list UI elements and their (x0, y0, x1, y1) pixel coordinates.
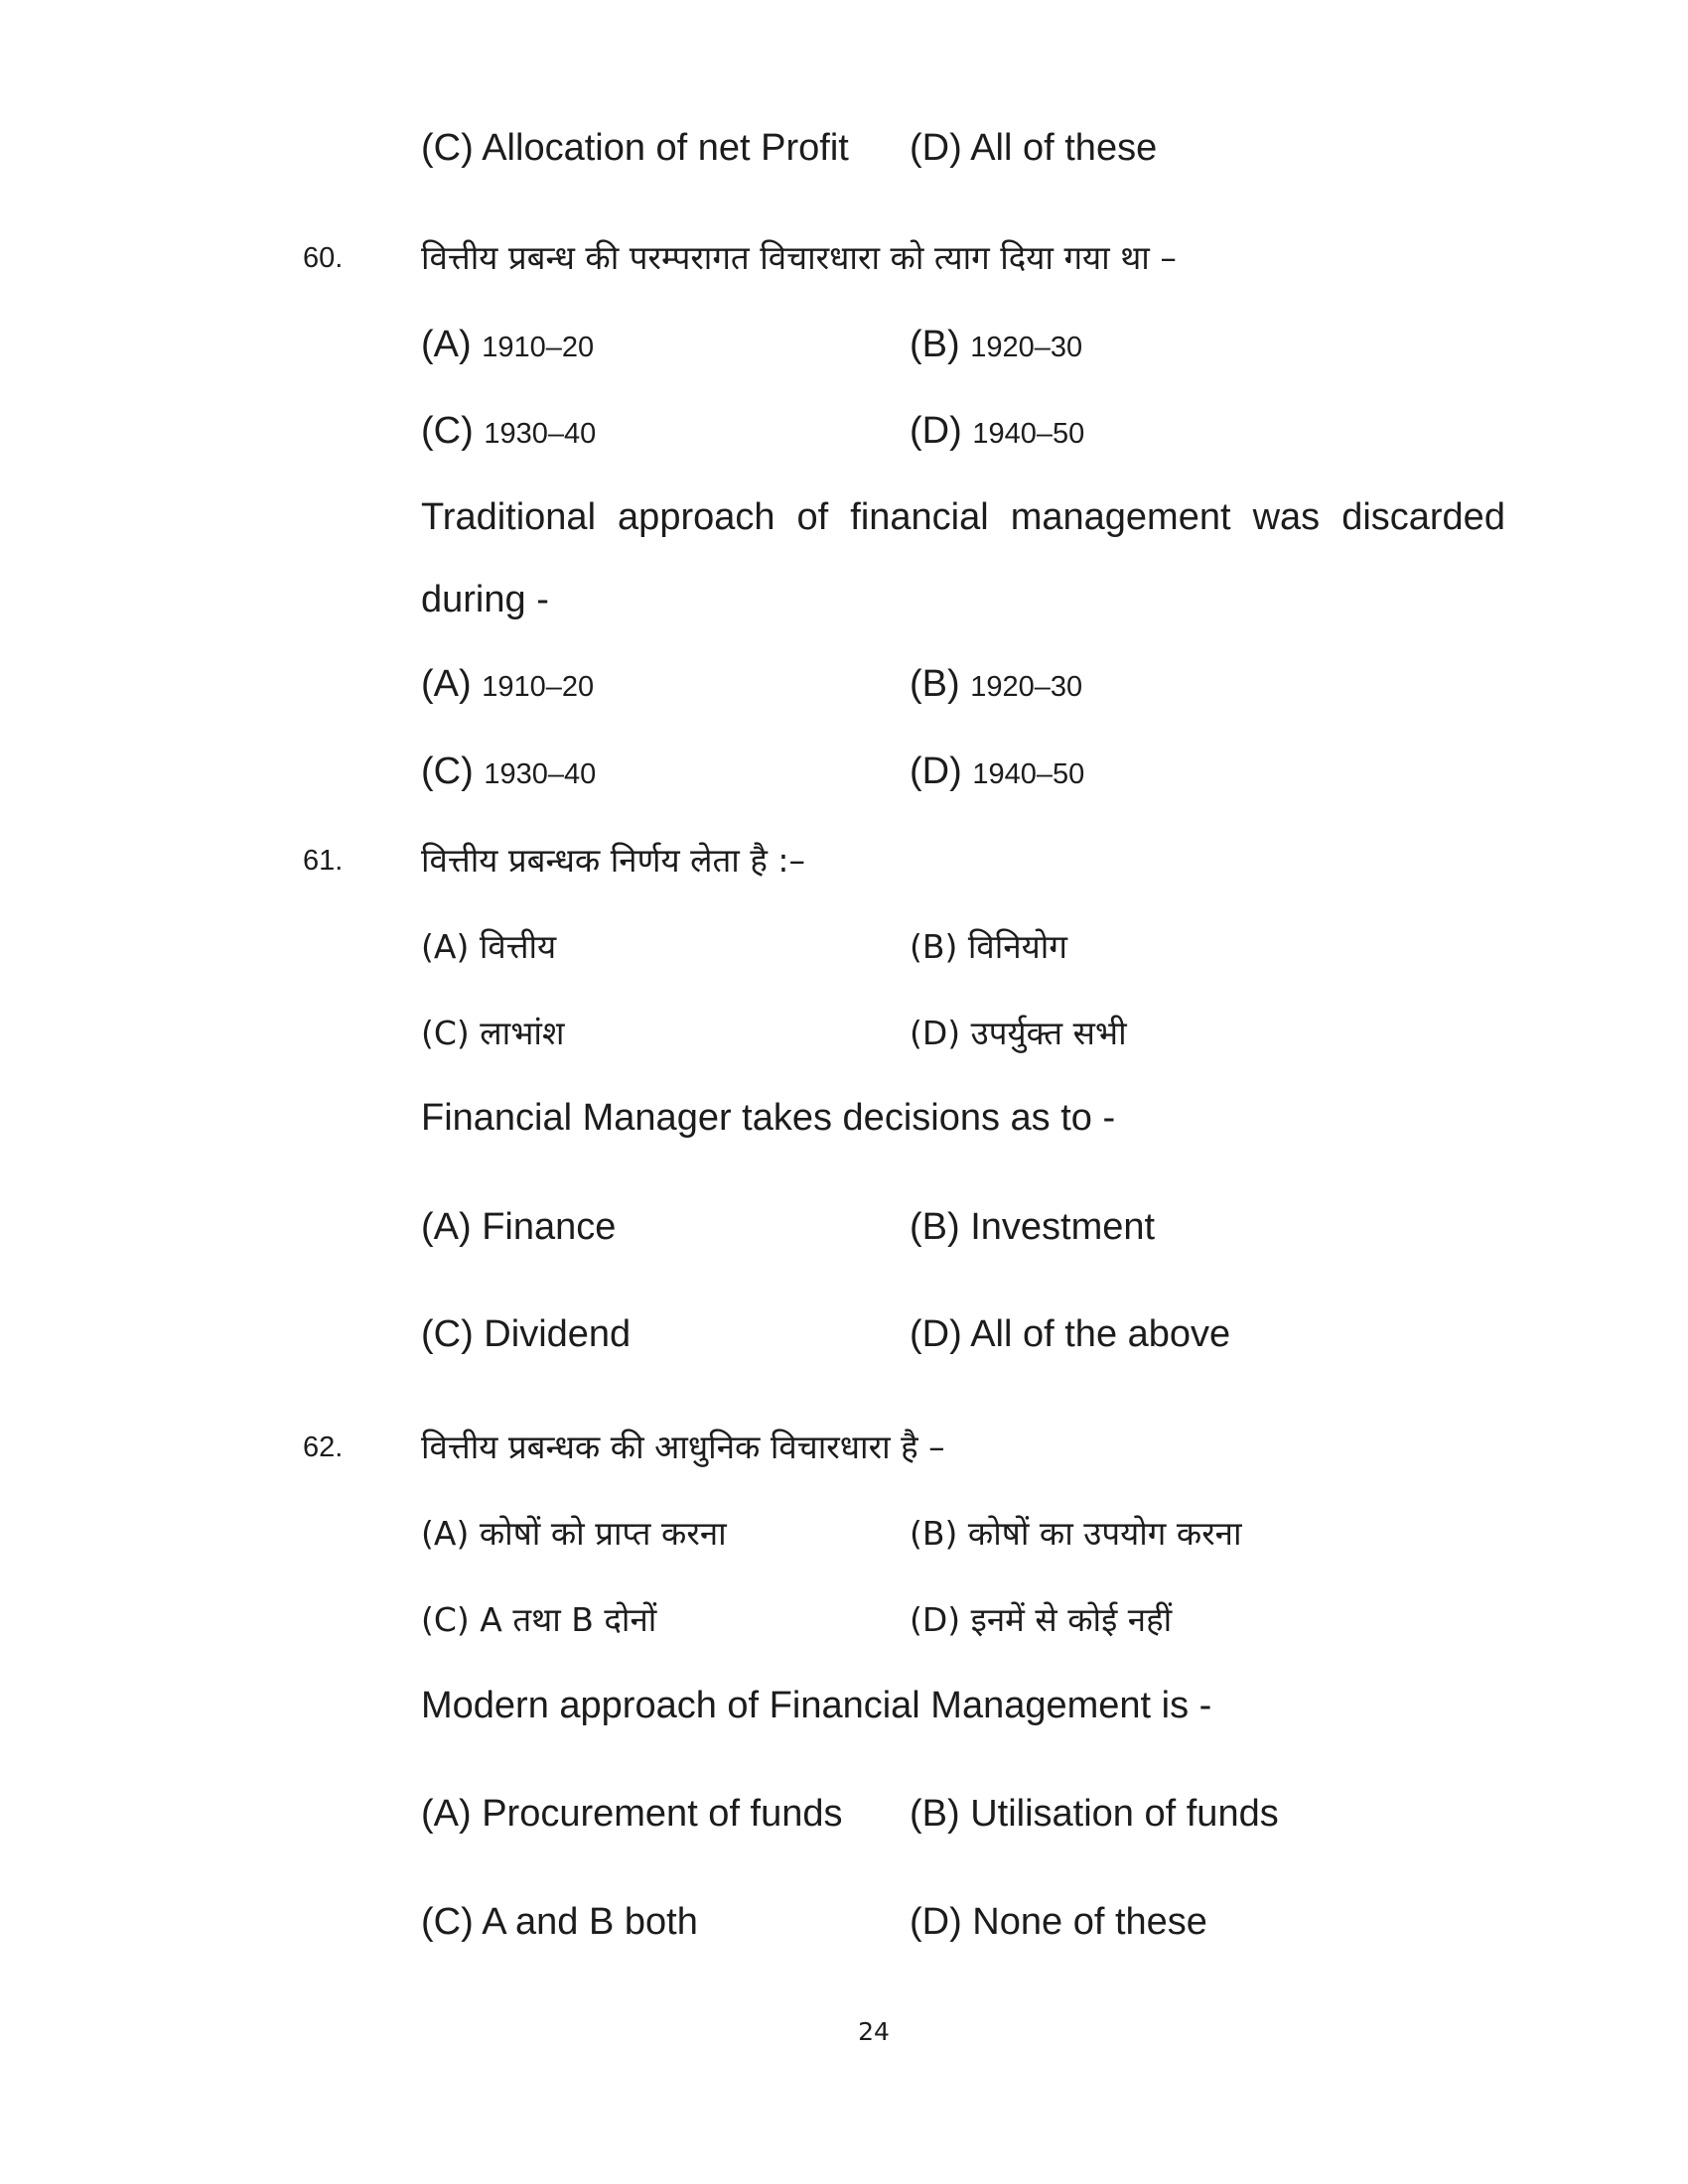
q60-english-option-d: (D) 1940–50 (910, 751, 1085, 792)
q62-hindi-option-b: (B) कोषों का उपयोग करना (910, 1514, 1242, 1553)
q61-number: 61. (303, 845, 344, 877)
q62-hindi-option-d: (D) इनमें से कोई नहीं (910, 1600, 1173, 1639)
q62-hindi-question: वित्तीय प्रबन्धक की आधुनिक विचारधारा है – (421, 1428, 945, 1466)
q61-english-option-d: (D) All of the above (910, 1313, 1231, 1355)
q60-english-option-c: (C) 1930–40 (421, 751, 597, 792)
q62-english-option-d: (D) None of these (910, 1901, 1207, 1943)
page-number: 24 (858, 2017, 890, 2046)
q60-english-question-cont: during - (421, 579, 549, 620)
q60-hindi-question: वित्तीय प्रबन्ध की परम्परागत विचारधारा को त्याग दिया गया था – (421, 238, 1177, 277)
q61-hindi-option-d: (D) उपर्युक्त सभी (910, 1014, 1127, 1052)
q62-english-option-a: (A) Procurement of funds (421, 1793, 843, 1835)
q60-english-option-b: (B) 1920–30 (910, 663, 1083, 705)
q61-hindi-option-a: (A) वित्तीय (421, 927, 557, 966)
q61-english-option-b: (B) Investment (910, 1206, 1156, 1248)
q62-english-option-c: (C) A and B both (421, 1901, 698, 1943)
q62-number: 62. (303, 1432, 344, 1463)
q61-english-option-c: (C) Dividend (421, 1313, 632, 1355)
q60-number: 60. (303, 242, 344, 274)
q60-hindi-option-a: (A) 1910–20 (421, 324, 595, 365)
q59-option-c: (C) Allocation of net Profit (421, 127, 849, 169)
q62-english-option-b: (B) Utilisation of funds (910, 1793, 1279, 1835)
q60-english-question: Traditional approach of financial management was discarded (421, 496, 1505, 538)
q61-english-option-a: (A) Finance (421, 1206, 617, 1248)
q62-hindi-option-c: (C) A तथा B दोनों (421, 1600, 657, 1639)
q60-hindi-option-d: (D) 1940–50 (910, 410, 1085, 452)
q61-hindi-question: वित्तीय प्रबन्धक निर्णय लेता है :– (421, 841, 805, 880)
q61-hindi-option-c: (C) लाभांश (421, 1014, 565, 1052)
q60-hindi-option-b: (B) 1920–30 (910, 324, 1083, 365)
q61-english-question: Financial Manager takes decisions as to - (421, 1097, 1116, 1139)
q61-hindi-option-b: (B) विनियोग (910, 927, 1067, 966)
q59-option-d: (D) All of these (910, 127, 1158, 169)
q62-english-question: Modern approach of Financial Management is - (421, 1685, 1212, 1726)
q60-hindi-option-c: (C) 1930–40 (421, 410, 597, 452)
q60-english-option-a: (A) 1910–20 (421, 663, 595, 705)
q62-hindi-option-a: (A) कोषों को प्राप्त करना (421, 1514, 727, 1553)
